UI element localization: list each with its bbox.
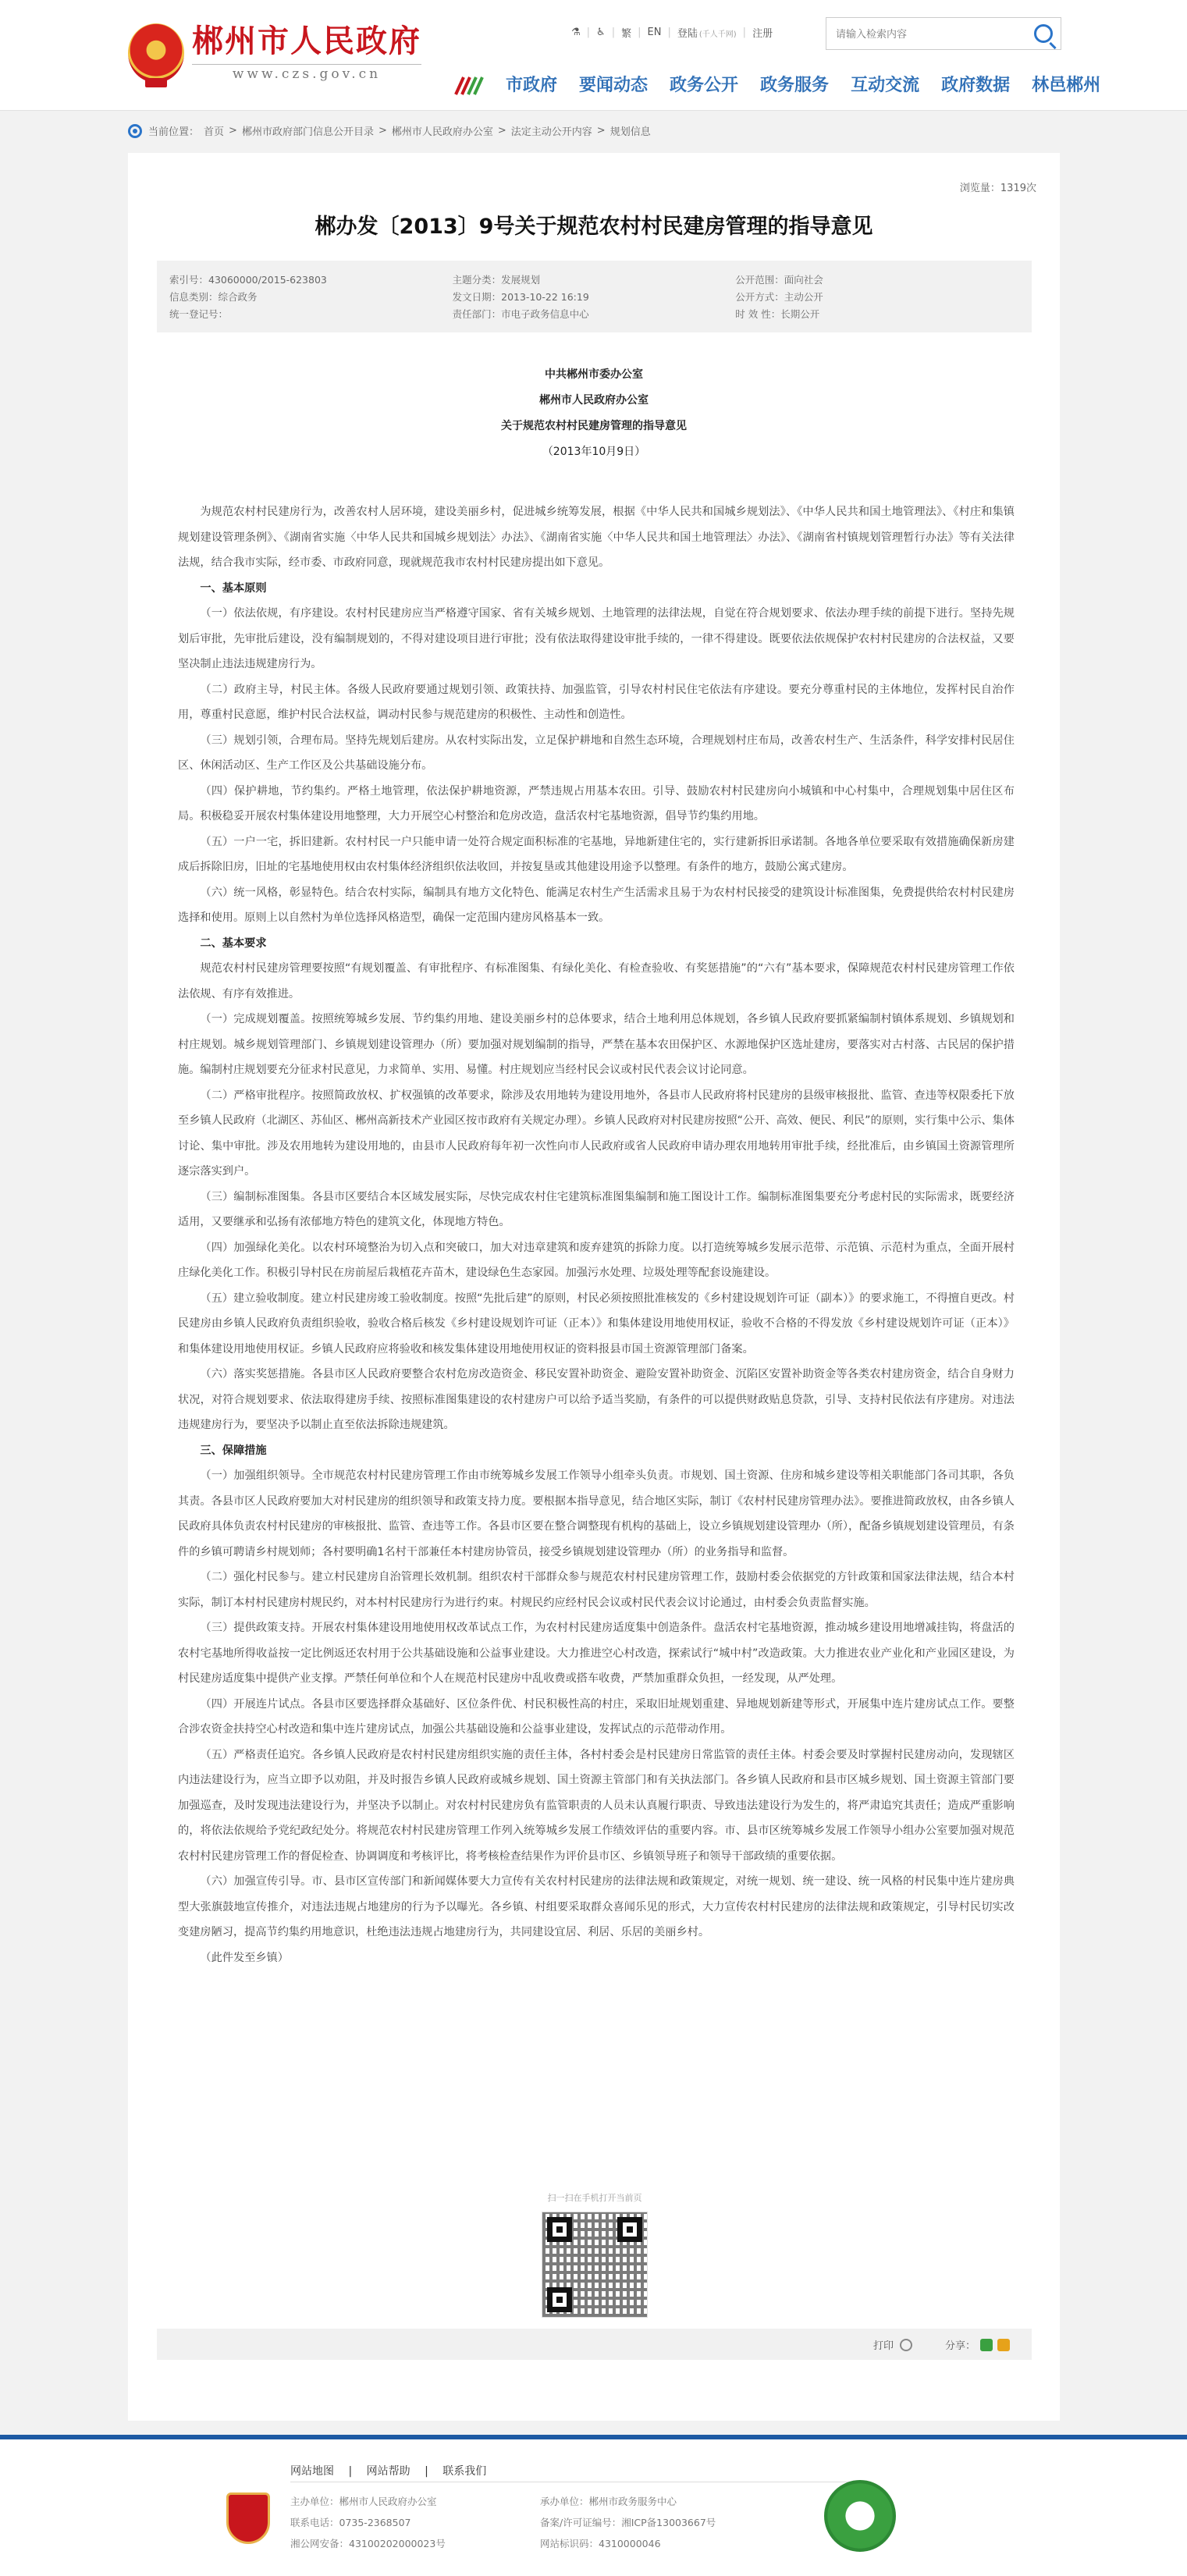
article-paragraph: 为规范农村村民建房行为，改善农村人居环境，建设美丽乡村，促进城乡统筹发展，根据《中华人民共和国城乡规划法》、《中华人民共和国土地管理法》、《村庄和集镇规划建设管理条例》、《湖南省实施〈中华人民共和国城乡规划法〉办法》、《湖南省实施〈中华人民共和国土地管理法〉办法》、《湖南省村镇规划管理暂行办法》等有关法律法规，结合我市实际，经市委、市政府同意，现就规范我市农村村民建房提出如下意见。	[178, 506, 1015, 569]
article-paragraph: （此件发至乡镇）	[200, 1951, 289, 1964]
traditional-chinese-link[interactable]: 繁	[621, 28, 632, 40]
meta-issue-date: 发文日期：2013-10-22 16:19	[452, 291, 589, 303]
issuer-party-office: 中共郴州市委办公室	[545, 368, 643, 381]
article-body	[178, 499, 1015, 1970]
breadcrumb-statutory[interactable]: 法定主动公开内容	[510, 126, 592, 138]
document-subtitle: 关于规范农村村民建房管理的指导意见	[501, 420, 687, 432]
print-icon	[900, 2339, 912, 2351]
meta-publish-mode: 公开方式：主动公开	[735, 291, 823, 303]
breadcrumb-separator: >	[378, 125, 387, 137]
article-paragraph: （五）建立验收制度。建立村民建房竣工验收制度。按照“先批后建”的原则，村民必须按照批准核发的《乡村建设规划许可证（副本）》的要求施工，不得擅自更改。村民建房由乡镇人民政府负责组织验收，验收合格后核发《乡村建设规划许可证（正本）》和集体建设用地使用权证，验收不合格的不得发放《乡村建设规划许可证（正本）》和集体建设用地使用权证。乡镇人民政府应将验收和核发集体建设用地使用权证的资料报县市国土资源管理部门备案。	[178, 1292, 1015, 1356]
meta-unified-code: 统一登记号：	[169, 308, 229, 320]
article-paragraph: （三）提供政策支持。开展农村集体建设用地使用权改革试点工作，为农村村民建房适度集中创造条件。盘活农村宅基地资源，推动城乡建设用地增减挂钩，将盘活的农村宅基地所得收益按一定比例返还农村用于公共基础设施和公益事业建设。大力推进空心村改造，探索试行“城中村”改造政策。大力推进农业产业化和产业园区建设，为村民建房适度集中提供产业支撑。严禁任何单位和个人在规范村民建房中乱收费或搭车收费，严禁加重群众负担，一经发现，从严处理。	[178, 1622, 1015, 1685]
article-paragraph: （五）严格责任追究。各乡镇人民政府是农村村民建房组织实施的责任主体，各村村委会是村民建房日常监管的责任主体。村委会要及时掌握村民建房动向，发现辖区内违法建设行为，应当立即予以劝阻，并及时报告乡镇人民政府或城乡规划、国土资源主管部门和有关执法部门。各乡镇人民政府和县市区城乡规划、国土资源主管部门要加强巡查，及时发现违法建设行为，并坚决予以制止。对农村村民建房负有监管职责的人员未认真履行职责、导致违法建设行为发生的，将严肃追究其责任；造成严重影响的，将依法依规给予党纪政纪处分。将规范农村村民建房管理工作列入统筹城乡发展工作绩效评估的重要内容。市、县市区统筹城乡发展工作领导小组办公室要加强对规范农村村民建房管理工作的督促检查、协调调度和考核评比，将考核检查结果作为评价县市区、乡镇领导班子和领导干部政绩的重要依据。	[178, 1748, 1015, 1863]
breadcrumb-separator: >	[596, 125, 606, 137]
article-paragraph: （一）依法依规，有序建设。农村村民建房应当严格遵守国家、省有关城乡规划、土地管理的法律法规，自觉在符合规划要求、依法办理手续的前提下进行。坚持先规划后审批，先审批后建设，没有编制规划的，不得对建设项目进行审批；没有依法取得建设审批手续的，一律不得建设。既要依法依规保护农村村民建房的合法权益，又要坚决制止违法违规建房行为。	[178, 607, 1015, 670]
footer-site-code: 网站标识码：4310000046	[540, 2538, 661, 2549]
breadcrumb-directory[interactable]: 郴州市政府部门信息公开目录	[241, 126, 374, 138]
search-input[interactable]	[826, 18, 1022, 49]
nav-linyi-chenzhou[interactable]: 林邑郴州	[1032, 76, 1101, 95]
article-card	[128, 153, 1060, 2421]
breadcrumb-label: 当前位置：	[148, 126, 200, 138]
breadcrumb-separator: >	[229, 125, 237, 137]
nav-city-government[interactable]: 市政府	[506, 76, 558, 95]
breadcrumb-home[interactable]: 首页	[204, 126, 225, 138]
breadcrumb	[128, 123, 656, 138]
meta-category: 信息类别：综合政务	[169, 291, 258, 303]
nav-gov-disclosure[interactable]: 政务公开	[670, 76, 739, 95]
nav-news[interactable]: 要闻动态	[579, 76, 649, 95]
print-label: 打印	[873, 2340, 894, 2352]
accessibility-icon[interactable]: ⚗	[571, 27, 581, 38]
meta-validity: 时 效 性：长期公开	[735, 308, 820, 320]
document-header	[128, 362, 1060, 465]
footer-sitemap-link[interactable]: 网站地图	[290, 2465, 334, 2478]
print-button[interactable]	[873, 2337, 912, 2352]
footer-links	[290, 2463, 497, 2478]
breadcrumb-separator: >	[497, 125, 506, 137]
share-section	[945, 2337, 1010, 2352]
nav-interaction[interactable]: 互动交流	[851, 76, 920, 95]
search-box	[826, 17, 1061, 50]
breadcrumb-planning[interactable]: 规划信息	[609, 126, 651, 138]
share-label: 分享：	[945, 2340, 976, 2352]
nav-gov-data[interactable]: 政府数据	[941, 76, 1011, 95]
accessibility-certification-icon[interactable]	[824, 2480, 896, 2552]
document-metadata	[157, 261, 1032, 332]
article-title: 郴办发〔2013〕9号关于规范农村村民建房管理的指导意见	[315, 215, 873, 239]
nav-decoration-icon	[453, 74, 484, 98]
site-title: 郴州市人民政府	[192, 23, 421, 59]
site-footer	[0, 2435, 1187, 2576]
footer-icp[interactable]: 备案/许可证编号：湘ICP备13003667号	[540, 2517, 716, 2528]
qr-code-icon	[542, 2212, 648, 2318]
article-paragraph: （二）强化村民参与。建立村民建房自治管理长效机制。组织农村干部群众参与规范农村村民建房管理工作，鼓励村委会依据党的方针政策和国家法律法规，结合本村实际，制订本村村民建房村规民约，对本村村民建房行为进行约束。村规民约应经村民会议或村民代表会议讨论通过，由村委会负责监督实施。	[178, 1571, 1015, 1609]
meta-department: 责任部门：市电子政务信息中心	[452, 308, 589, 320]
document-date: （2013年10月9日）	[542, 446, 646, 458]
qr-label: 扫一扫在手机打开当前页	[547, 2193, 642, 2203]
meta-index-no: 索引号：43060000/2015-623803	[169, 274, 327, 286]
care-mode-icon[interactable]: ♿	[596, 27, 606, 38]
article-paragraph: （六）落实奖惩措施。各县市区人民政府要整合农村危房改造资金、移民安置补助资金、避险安置补助资金、沉陷区安置补助资金等各类农村建房资金，结合自身财力状况，对符合规划要求、依法取得建房手续、按照标准图集建设的农村建房户可以给予适当奖励，有条件的可以提供财政贴息贷款，引导、支持村民依法有序建房。对违法违规建房行为，要坚决予以制止直至依法拆除违规建筑。	[178, 1368, 1015, 1431]
qr-section	[540, 2191, 649, 2318]
meta-theme: 主题分类：发展规划	[452, 274, 541, 286]
article-paragraph: （五）一户一宅，拆旧建新。农村村民一户只能申请一处符合规定面积标准的宅基地，异地新建住宅的，实行建新拆旧承诺制。各地各单位要采取有效措施确保新房建成后拆除旧房，旧址的宅基地使用权由农村集体经济组织依法收回，并按复垦或其他建设用途予以整理。有条件的地方，鼓励公寓式建房。	[178, 835, 1015, 873]
wechat-share-icon[interactable]	[980, 2339, 993, 2351]
site-header	[0, 0, 1187, 111]
footer-separator: |	[425, 2465, 428, 2478]
footer-phone: 联系电话：0735-2368507	[290, 2517, 411, 2528]
article-paragraph: （四）保护耕地，节约集约。严格土地管理，依法保护耕地资源，严禁违规占用基本农田。引导、鼓励农村村民建房向小城镇和中心村集中，合理规划集中居住区布局。积极稳妥开展农村集体建设用地整理，大力开展空心村整治和危房改造，盘活农村宅基地资源，倡导节约集约用地。	[178, 784, 1015, 823]
english-link[interactable]: EN	[647, 27, 662, 38]
view-count: 浏览量：1319次	[959, 183, 1036, 194]
location-icon	[128, 124, 142, 138]
article-toolbar	[157, 2329, 1032, 2360]
article-paragraph: （二）政府主导，村民主体。各级人民政府要通过规划引领、政策扶持、加强监管，引导农村村民住宅依法有序建设。要充分尊重村民的主体地位，发挥村民自治作用，尊重村民意愿，维护村民合法权益，调动村民参与规范建房的积极性、主动性和创造性。	[178, 683, 1015, 721]
footer-help-link[interactable]: 网站帮助	[366, 2465, 410, 2478]
section-heading: 一、基本原则	[200, 581, 267, 595]
site-logo[interactable]	[128, 23, 421, 83]
article-paragraph: （二）严格审批程序。按照简政放权、扩权强镇的改革要求，除涉及农用地转为建设用地外，各县市人民政府将村民建房的县级审核报批、监管、查违等权限委托下放至乡镇人民政府（北湖区、苏仙区、郴州高新技术产业园区按市政府有关规定办理）。乡镇人民政府对村民建房按照“公开、高效、便民、利民”的原则，实行集中公示、集体讨论、集中审批。涉及农用地转为建设用地的，由县市人民政府每年初一次性向市人民政府或省人民政府申请办理农用地转用审批手续，经批准后，由乡镇国土资源管理所逐宗落实到户。	[178, 1089, 1015, 1178]
article-paragraph: （三）规划引领，合理布局。坚持先规划后建房。从农村实际出发，立足保护耕地和自然生态环境，合理规划村庄布局，改善农村生产、生活条件，科学安排村民居住区、休闲活动区、生产工作区及公共基础设施分布。	[178, 734, 1015, 772]
main-nav	[506, 72, 1122, 96]
site-domain: www.czs.gov.cn	[192, 64, 421, 82]
meta-scope: 公开范围：面向社会	[735, 274, 823, 286]
article-paragraph: （六）加强宣传引导。市、县市区宣传部门和新闻媒体要大力宣传有关农村村民建房的法律法规和政策规定，对统一规划、统一建设、统一风格的村民集中连片建房典型大张旗鼓地宣传推介，对违法违规占地建房的行为予以曝光。各乡镇、村组要采取群众喜闻乐见的形式，大力宣传农村村民建房的法律法规和政策规定，引导村民切实改变建房陋习，提高节约集约用地意识，杜绝违法违规占地建房行为，共同建设宜居、利居、乐居的美丽乡村。	[178, 1875, 1015, 1938]
nav-gov-services[interactable]: 政务服务	[760, 76, 830, 95]
breadcrumb-office[interactable]: 郴州市人民政府办公室	[391, 126, 493, 138]
article-paragraph: （一）完成规划覆盖。按照统筹城乡发展、节约集约用地、建设美丽乡村的总体要求，结合土地利用总体规划，各乡镇人民政府要抓紧编制村镇体系规划、乡镇规划和村庄规划。城乡规划管理部门、乡镇规划建设管理办（所）要加强对规划编制的指导，严禁在基本农田保护区、水源地保护区选址建房，要落实对古村落、古民居的保护措施。编制村庄规划要充分征求村民意见，力求简单、实用、易懂。村庄规划应当经村民会议或村民代表会议讨论同意。	[178, 1013, 1015, 1076]
footer-organizer: 承办单位：郴州市政务服务中心	[540, 2496, 677, 2507]
footer-host: 主办单位：郴州市人民政府办公室	[290, 2496, 437, 2507]
register-link[interactable]: 注册	[752, 28, 773, 40]
footer-police-record[interactable]: 湘公网安备：43100202000023号	[290, 2538, 446, 2549]
search-icon[interactable]	[1034, 24, 1053, 43]
login-link[interactable]: 登陆 (千人千网)	[677, 28, 737, 40]
article-paragraph: （三）编制标准图集。各县市区要结合本区域发展实际，尽快完成农村住宅建筑标准图集编制和施工图设计工作。编制标准图集要充分考虑村民的实际需求，既要经济适用，又要继承和弘扬有浓郁地方特色的建筑文化，体现地方特色。	[178, 1190, 1015, 1228]
article-paragraph: （四）加强绿化美化。以农村环境整治为切入点和突破口，加大对违章建筑和废弃建筑的拆除力度。以打造统筹城乡发展示范带、示范镇、示范村为重点，全面开展村庄绿化美化工作。积极引导村民在房前屋后栽植花卉苗木，建设绿色生态家园。加强污水处理、垃圾处理等配套设施建设。	[178, 1241, 1015, 1279]
footer-contact-link[interactable]: 联系我们	[442, 2465, 487, 2478]
article-paragraph: 规范农村村民建房管理要按照“有规划覆盖、有审批程序、有标准图集、有绿化美化、有检查验收、有奖惩措施”的“六有”基本要求，保障规范农村村民建房管理工作依法依规、有序有效推进。	[178, 962, 1015, 1000]
article-paragraph: （六）统一风格，彰显特色。结合农村实际，编制具有地方文化特色、能满足农村生产生活需求且易于为农村村民接受的建筑设计标准图集，免费提供给农村村民建房选择和使用。原则上以自然村为单位选择风格造型，确保一定范围内建房风格基本一致。	[178, 886, 1015, 924]
national-emblem-icon	[128, 23, 184, 83]
top-links: ⚗ | ♿ | 繁 | EN | 登陆 (千人千网) | 注册	[571, 27, 773, 40]
article-paragraph: （一）加强组织领导。全市规范农村村民建房管理工作由市统筹城乡发展工作领导小组牵头负责。市规划、国土资源、住房和城乡建设等相关职能部门各司其职，各负其责。各县市区人民政府要加大对村民建房的组织领导和政策支持力度。要根据本指导意见，结合地区实际，制订《农村村民建房管理办法》。要推进简政放权，由各乡镇人民政府具体负责农村村民建房的审核报批、监管、查违等工作。各县市区要在整合调整现有机构的基础上，设立乡镇规划建设管理办（所），配备乡镇规划建设管理员，有条件的乡镇可聘请乡村规划师；各村要明确1名村干部兼任本村建房协管员，接受乡镇规划建设管理办（所）的业务指导和监督。	[178, 1469, 1015, 1558]
footer-separator: |	[348, 2465, 353, 2478]
weibo-share-icon[interactable]	[997, 2339, 1010, 2351]
section-heading: 二、基本要求	[200, 936, 267, 950]
section-heading: 三、保障措施	[200, 1444, 267, 1457]
issuer-gov-office: 郴州市人民政府办公室	[539, 394, 649, 407]
article-paragraph: （四）开展连片试点。各县市区要选择群众基础好、区位条件优、村民积极性高的村庄，采取旧址规划重建、异地规划新建等形式，开展集中连片建房试点工作。要整合涉农资金扶持空心村改造和集中连片建房试点，加强公共基础设施和公益事业建设，发挥试点的示范带动作用。	[178, 1697, 1015, 1736]
party-gov-badge-icon[interactable]	[226, 2493, 270, 2544]
